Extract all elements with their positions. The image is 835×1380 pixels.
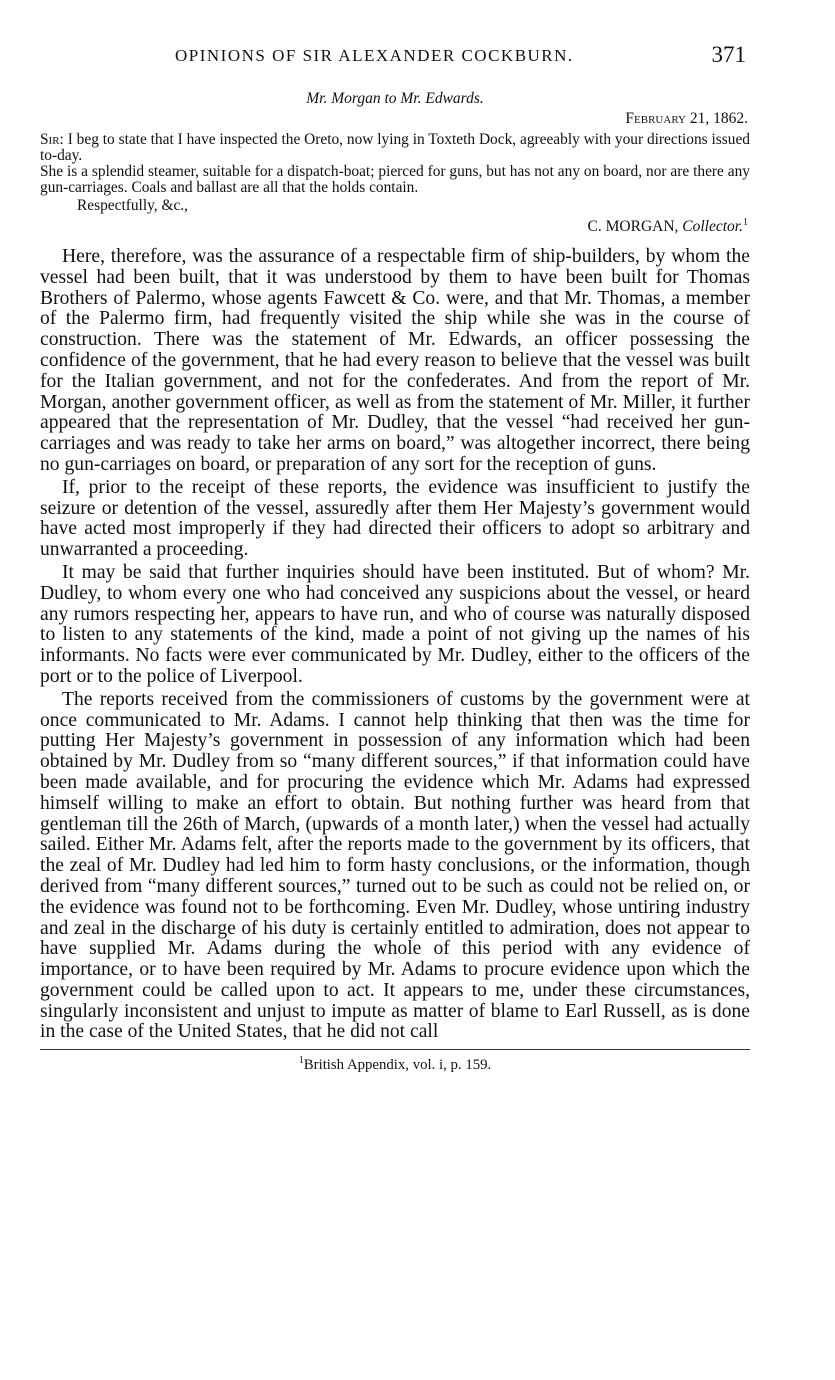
letter-closing: Respectfully, &c.,: [77, 197, 188, 214]
document-page: [40, 0, 750, 1074]
running-head: OPINIONS OF SIR ALEXANDER COCKBURN.: [175, 46, 574, 65]
page-header: [40, 0, 750, 80]
footnote-rule: [40, 1049, 750, 1050]
body-paragraph-1: Here, therefore, was the assurance of a respectable firm of ship-builders, by whom the vessel had been built, that it was understood by them to have been built for Thomas Brothers of Palermo, whose agents Fawcett & Co. were, and that Mr. Thomas, a member of the Palermo firm, had frequently visited the ship while she was in the course of construction. There was the statement of Mr. Edwards, an officer possessing the confidence of the government, that he had every reason to believe that the vessel was built for the Italian government, and not for the confederates. And from the report of Mr. Morgan, another government officer, as well as from the statement of Mr. Miller, it further appeared that the representation of Mr. Dudley, that the vessel “had received her gun-carriages and was ready to take her arms on board,” was altogether incorrect, there being no gun-carriages on board, or preparation of any sort for the reception of guns.: [40, 246, 750, 475]
body-paragraph-4: The reports received from the commissioners of customs by the government were at once communicated to Mr. Adams. I cannot help thinking that then was the time for putting Her Majesty’s government in possession of any information which had been obtained by Mr. Dudley from so “many different sources,” if that information could have been made available, and for procuring the evidence which Mr. Adams had expressed himself willing to make an effort to obtain. But nothing further was heard from that gentleman till the 26th of March, (upwards of a month later,) when the vessel had actually sailed. Either Mr. Adams felt, after the reports made to the government by its officers, that the zeal of Mr. Dudley had led him to form hasty conclusions, or the information, though derived from “many different sources,” turned out to be such as could not be relied on, or the evidence was found not to be forthcoming. Even Mr. Dudley, whose untiring industry and zeal in the discharge of his duty is certainly entitled to admiration, does not appear to have supplied Mr. Adams during the whole of this period with any evidence of importance, or to have been required by Mr. Adams to procure evidence upon which the government could be called upon to act. It appears to me, under these circumstances, singularly inconsistent and unjust to impute as matter of blame to Earl Russell, as is done in the case of the United States, that he did not call: [40, 688, 750, 1043]
body-text: [40, 247, 750, 1043]
footnote: [40, 1057, 750, 1074]
letter-title: Mr. Morgan to Mr. Edwards.: [306, 90, 484, 107]
letter-salutation: Sir:: [40, 131, 64, 148]
letter-signature: [40, 216, 748, 235]
footnote-mark: 1: [298, 1055, 304, 1067]
footnote-text: British Appendix, vol. i, p. 159.: [303, 1057, 492, 1074]
letter-date: February 21, 1862.: [625, 110, 748, 127]
body-paragraph-2: If, prior to the receipt of these reports, the evidence was insufficient to justify the seizure or detention of the vessel, assuredly after them Her Majesty’s government would have acted most improperly if they had directed their officers to adopt so arbitrary and unwarranted a proceeding.: [40, 476, 750, 561]
footnote-reference: 1: [743, 216, 748, 228]
letter-paragraph-1-text: I beg to state that I have inspected the Oreto, now lying in Toxteth Dock, agreeably with your directions issued to-day.: [40, 131, 750, 164]
letter-paragraph-2: She is a splendid steamer, suitable for a dispatch-boat; pierced for guns, but has not any on board, nor are there any gun-carriages. Coals and ballast are all that the holds contain.: [40, 163, 750, 196]
quoted-letter: [40, 91, 750, 235]
letter-paragraph-1: [40, 132, 750, 164]
body-paragraph-3: It may be said that further inquiries should have been instituted. But of whom? Mr. Dudley, to whom every one who had conceived any suspicions about the vessel, or heard any rumors respecting her, appears to have run, and who of course was naturally disposed to listen to any statements of the kind, made a point of not giving up the names of his informants. No facts were ever communicated by Mr. Dudley, either to the officers of the port or to the police of Liverpool.: [40, 561, 750, 687]
signature-name: C. MORGAN,: [587, 218, 679, 235]
page-number: 371: [711, 42, 746, 67]
signature-title: Collector.: [682, 218, 743, 235]
